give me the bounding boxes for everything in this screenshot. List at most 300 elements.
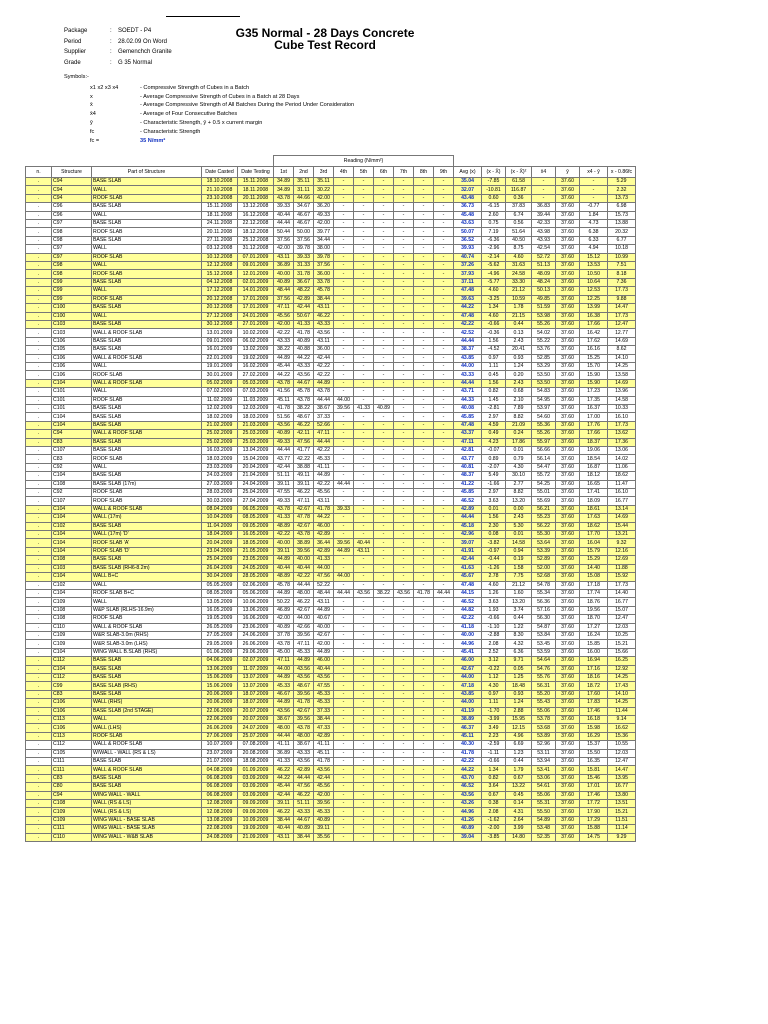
- table-cell: ROOF SLAB: [92, 270, 202, 278]
- table-cell: 41.78: [414, 589, 434, 597]
- table-cell: 12.47: [608, 758, 636, 766]
- table-cell: .: [26, 404, 52, 412]
- table-cell: 46.52: [454, 497, 482, 505]
- table-cell: -: [354, 783, 374, 791]
- table-cell: -5.62: [482, 262, 506, 270]
- table-cell: 55.97: [532, 438, 556, 446]
- table-cell: C104: [52, 665, 92, 673]
- table-cell: 40.89: [314, 816, 334, 824]
- table-cell: -: [434, 774, 454, 782]
- table-cell: .: [26, 497, 52, 505]
- table-cell: 06.08.2009: [202, 774, 238, 782]
- table-cell: C104: [52, 531, 92, 539]
- table-cell: WALL (RS & LS): [92, 800, 202, 808]
- table-cell: 46.52: [454, 783, 482, 791]
- table-cell: 42.44: [274, 463, 294, 471]
- table-cell: 12.02.2009: [202, 404, 238, 412]
- table-cell: C106: [52, 707, 92, 715]
- table-cell: -: [434, 514, 454, 522]
- table-cell: -: [414, 304, 434, 312]
- table-cell: 15.06.2009: [202, 673, 238, 681]
- table-cell: C102: [52, 581, 92, 589]
- table-cell: .: [26, 774, 52, 782]
- table-cell: -: [394, 816, 414, 824]
- table-cell: 37.60: [556, 766, 580, 774]
- table-cell: 44.44: [294, 581, 314, 589]
- table-cell: 37.60: [556, 320, 580, 328]
- table-cell: -: [354, 631, 374, 639]
- table-cell: 55.50: [532, 808, 556, 816]
- table-cell: -: [434, 539, 454, 547]
- table-cell: 0.01: [506, 531, 532, 539]
- table-cell: -: [434, 531, 454, 539]
- table-cell: 14.02: [608, 455, 636, 463]
- table-cell: -: [334, 236, 354, 244]
- table-cell: 43.85: [454, 690, 482, 698]
- table-cell: 07.08.2009: [238, 741, 274, 749]
- table-cell: -: [434, 581, 454, 589]
- table-cell: 20.07.2009: [238, 707, 274, 715]
- table-cell: 20.12.2008: [202, 295, 238, 303]
- table-row: [26, 371, 636, 379]
- table-cell: -: [394, 522, 414, 530]
- table-cell: -: [374, 573, 394, 581]
- table-cell: 57.16: [532, 606, 556, 614]
- table-cell: 42.67: [294, 522, 314, 530]
- table-cell: ROOF SLAB: [92, 732, 202, 740]
- table-cell: 37.60: [556, 505, 580, 513]
- table-cell: 13.58: [608, 371, 636, 379]
- table-cell: 16.10: [608, 489, 636, 497]
- table-row: [26, 438, 636, 446]
- table-cell: 48.67: [294, 682, 314, 690]
- table-cell: 37.60: [556, 379, 580, 387]
- table-cell: -: [434, 388, 454, 396]
- table-cell: 24.04.2009: [238, 480, 274, 488]
- symbol-item: [64, 128, 354, 137]
- table-cell: -: [434, 640, 454, 648]
- table-cell: 44.44: [274, 447, 294, 455]
- table-cell: BASE SLAB: [92, 556, 202, 564]
- table-cell: 39.33: [294, 253, 314, 261]
- table-cell: 18.72: [580, 682, 608, 690]
- column-header: n.: [26, 167, 52, 178]
- table-cell: -: [394, 732, 414, 740]
- table-cell: 0.67: [482, 791, 506, 799]
- table-cell: .: [26, 295, 52, 303]
- table-cell: 46.67: [294, 220, 314, 228]
- table-cell: BASE SLAB: [92, 783, 202, 791]
- table-cell: 16.06.2009: [238, 615, 274, 623]
- table-cell: ROOF SLAB: [92, 497, 202, 505]
- table-cell: -4.96: [482, 270, 506, 278]
- table-cell: -: [394, 194, 414, 202]
- table-cell: 12.12.2008: [202, 262, 238, 270]
- table-cell: 34.67: [294, 203, 314, 211]
- table-cell: 4.59: [482, 421, 506, 429]
- table-cell: -: [354, 825, 374, 833]
- table-cell: .: [26, 455, 52, 463]
- table-cell: .: [26, 354, 52, 362]
- table-row: [26, 278, 636, 286]
- table-cell: 39.07: [454, 539, 482, 547]
- table-cell: 2.52: [482, 648, 506, 656]
- table-cell: -: [414, 505, 434, 513]
- table-cell: -: [374, 808, 394, 816]
- table-cell: 45.67: [454, 573, 482, 581]
- table-cell: -: [434, 741, 454, 749]
- table-cell: -: [414, 758, 434, 766]
- table-cell: 44.44: [314, 438, 334, 446]
- table-cell: 19.01.2009: [202, 362, 238, 370]
- table-cell: .: [26, 539, 52, 547]
- table-cell: -: [334, 556, 354, 564]
- table-cell: 15.98: [580, 724, 608, 732]
- table-cell: 56.21: [532, 505, 556, 513]
- table-cell: 24.08.2009: [202, 833, 238, 841]
- table-cell: 21.15: [506, 312, 532, 320]
- table-cell: -: [374, 665, 394, 673]
- table-cell: -: [414, 673, 434, 681]
- table-cell: 36.73: [454, 203, 482, 211]
- table-cell: 42.22: [294, 573, 314, 581]
- table-row: [26, 791, 636, 799]
- table-cell: -: [394, 707, 414, 715]
- table-cell: 46.00: [454, 657, 482, 665]
- table-cell: -: [374, 236, 394, 244]
- table-cell: BASE SLAB (2nd STAGE): [92, 707, 202, 715]
- table-cell: 21.04.2009: [238, 472, 274, 480]
- table-cell: 14.25: [608, 673, 636, 681]
- table-cell: 21.12: [506, 581, 532, 589]
- table-cell: -: [434, 682, 454, 690]
- table-cell: C99: [52, 295, 92, 303]
- table-cell: 18.61: [580, 505, 608, 513]
- table-cell: 37.60: [556, 312, 580, 320]
- table-cell: -: [374, 699, 394, 707]
- table-row: [26, 362, 636, 370]
- table-cell: -: [374, 598, 394, 606]
- table-cell: 06.05.2009: [238, 505, 274, 513]
- table-cell: 2.97: [482, 489, 506, 497]
- table-cell: -: [434, 228, 454, 236]
- table-cell: -: [354, 396, 374, 404]
- table-cell: .: [26, 186, 52, 194]
- table-cell: 43.56: [314, 329, 334, 337]
- table-row: [26, 430, 636, 438]
- table-cell: 23.10.2008: [202, 194, 238, 202]
- table-cell: -: [374, 606, 394, 614]
- table-cell: 37.60: [556, 463, 580, 471]
- table-cell: 38.67: [314, 404, 334, 412]
- table-cell: 55.31: [532, 800, 556, 808]
- table-cell: 0.20: [506, 371, 532, 379]
- table-cell: 42.00: [274, 320, 294, 328]
- table-cell: -: [394, 262, 414, 270]
- table-cell: -: [434, 236, 454, 244]
- table-cell: .: [26, 489, 52, 497]
- table-cell: -: [414, 329, 434, 337]
- table-cell: -: [394, 724, 414, 732]
- table-cell: -: [434, 295, 454, 303]
- table-cell: 44.67: [294, 816, 314, 824]
- table-cell: WALL (17m) 'D': [92, 531, 202, 539]
- table-cell: 48.37: [454, 472, 482, 480]
- table-cell: -: [434, 825, 454, 833]
- table-cell: 14.25: [608, 362, 636, 370]
- table-cell: 8.18: [608, 270, 636, 278]
- table-cell: 0.97: [482, 354, 506, 362]
- table-cell: 38.67: [274, 716, 294, 724]
- table-cell: -: [354, 220, 374, 228]
- table-cell: -: [414, 253, 434, 261]
- table-row: [26, 270, 636, 278]
- table-cell: -: [334, 228, 354, 236]
- table-cell: 38.22: [294, 404, 314, 412]
- table-cell: 53.97: [532, 404, 556, 412]
- table-row: [26, 673, 636, 681]
- table-cell: -: [374, 463, 394, 471]
- table-cell: -: [434, 800, 454, 808]
- table-cell: -: [434, 354, 454, 362]
- table-cell: -: [434, 489, 454, 497]
- table-row: [26, 304, 636, 312]
- table-cell: -: [374, 791, 394, 799]
- table-cell: -2.07: [482, 463, 506, 471]
- table-cell: 25.12.2008: [238, 236, 274, 244]
- table-cell: -: [334, 388, 354, 396]
- table-cell: 37.33: [314, 413, 334, 421]
- table-cell: 24.11.2008: [202, 220, 238, 228]
- table-cell: 37.60: [556, 228, 580, 236]
- table-cell: 08.05.2009: [202, 589, 238, 597]
- table-cell: 55.22: [532, 337, 556, 345]
- table-cell: -0.66: [482, 320, 506, 328]
- table-cell: BASE SLAB: [92, 404, 202, 412]
- table-cell: -: [414, 262, 434, 270]
- table-cell: -: [434, 304, 454, 312]
- table-cell: 03.09.2009: [238, 783, 274, 791]
- table-cell: -: [414, 320, 434, 328]
- table-cell: C107: [52, 497, 92, 505]
- table-cell: 43.56: [294, 371, 314, 379]
- table-cell: 24.58: [506, 270, 532, 278]
- table-cell: 47.48: [454, 421, 482, 429]
- table-cell: -: [434, 455, 454, 463]
- table-cell: 37.60: [556, 774, 580, 782]
- table-cell: -: [374, 245, 394, 253]
- table-cell: -: [354, 573, 374, 581]
- table-cell: -: [414, 186, 434, 194]
- table-row: [26, 455, 636, 463]
- table-cell: 4.60: [482, 287, 506, 295]
- table-cell: -: [354, 312, 374, 320]
- table-cell: ROOF SLAB: [92, 615, 202, 623]
- table-cell: 1.58: [506, 564, 532, 572]
- symbol-name: fc =: [90, 137, 100, 144]
- table-cell: 37.60: [556, 833, 580, 841]
- table-cell: 10.33: [608, 404, 636, 412]
- table-cell: 44.44: [334, 480, 354, 488]
- table-cell: 2.43: [506, 514, 532, 522]
- table-cell: 37.60: [556, 337, 580, 345]
- table-cell: 45.00: [274, 648, 294, 656]
- table-cell: 15.66: [608, 648, 636, 656]
- table-cell: -: [334, 749, 354, 757]
- table-cell: C109: [52, 808, 92, 816]
- table-cell: -: [374, 707, 394, 715]
- table-cell: -: [434, 783, 454, 791]
- table-cell: 44.44: [274, 220, 294, 228]
- table-cell: -: [374, 732, 394, 740]
- table-cell: 43.11: [314, 497, 334, 505]
- table-row: [26, 648, 636, 656]
- symbol-description: - Average Compressive Strength of Cubes in a Batch at 28 Days: [140, 93, 300, 100]
- table-cell: 15.70: [580, 362, 608, 370]
- table-cell: -: [414, 312, 434, 320]
- table-cell: -: [354, 379, 374, 387]
- table-cell: -4.52: [482, 346, 506, 354]
- table-cell: 15.81: [580, 766, 608, 774]
- table-cell: -: [334, 833, 354, 841]
- table-cell: WING WALL B.SLAB (RHS): [92, 648, 202, 656]
- table-cell: 37.60: [556, 262, 580, 270]
- table-cell: C94: [52, 186, 92, 194]
- table-cell: -7.85: [482, 178, 506, 186]
- table-cell: 18.07.2009: [238, 690, 274, 698]
- table-cell: 12.03: [608, 623, 636, 631]
- table-cell: 36.89: [274, 262, 294, 270]
- table-cell: 42.67: [294, 707, 314, 715]
- table-cell: -: [414, 640, 434, 648]
- table-cell: 34.89: [274, 178, 294, 186]
- table-cell: 4.30: [506, 463, 532, 471]
- table-cell: 44.89: [274, 556, 294, 564]
- table-row: [26, 531, 636, 539]
- table-cell: 14.10: [608, 354, 636, 362]
- table-cell: -: [414, 825, 434, 833]
- table-cell: C111: [52, 766, 92, 774]
- table-cell: C94: [52, 791, 92, 799]
- table-cell: 37.60: [556, 371, 580, 379]
- table-cell: C109: [52, 816, 92, 824]
- table-cell: 52.96: [532, 741, 556, 749]
- table-cell: 37.60: [556, 304, 580, 312]
- table-cell: -: [374, 337, 394, 345]
- table-cell: 40.00: [294, 556, 314, 564]
- table-cell: 42.22: [314, 362, 334, 370]
- table-cell: 12.15: [506, 724, 532, 732]
- table-cell: 6.77: [608, 236, 636, 244]
- table-cell: 43.56: [274, 707, 294, 715]
- table-cell: 03.09.2009: [238, 774, 274, 782]
- table-cell: WALL: [92, 211, 202, 219]
- table-cell: 16.65: [580, 480, 608, 488]
- table-cell: 55.06: [532, 791, 556, 799]
- table-cell: 17.01.2009: [238, 295, 274, 303]
- table-cell: -: [334, 732, 354, 740]
- table-cell: 41.78: [274, 404, 294, 412]
- table-cell: -: [414, 472, 434, 480]
- table-cell: 40.44: [274, 564, 294, 572]
- table-cell: 43.33: [274, 337, 294, 345]
- table-cell: -: [374, 774, 394, 782]
- table-cell: 44.89: [274, 673, 294, 681]
- table-cell: 55.34: [532, 589, 556, 597]
- table-cell: 40.00: [274, 539, 294, 547]
- table-cell: -: [354, 211, 374, 219]
- table-cell: 14.58: [506, 539, 532, 547]
- table-cell: 43.77: [454, 455, 482, 463]
- table-cell: 13.51: [608, 800, 636, 808]
- table-cell: -: [434, 178, 454, 186]
- table-cell: 03.12.2008: [202, 245, 238, 253]
- table-group-header-row: [26, 156, 636, 167]
- table-cell: -: [354, 362, 374, 370]
- table-cell: 42.22: [314, 480, 334, 488]
- page-title: G35 Normal - 28 Days Concrete Cube Test Record: [235, 26, 415, 52]
- table-cell: -: [374, 320, 394, 328]
- symbol-description: - Compressive Strength of Cubes in a Batch: [140, 84, 250, 91]
- table-cell: 39.56: [334, 404, 354, 412]
- table-cell: 0.60: [482, 194, 506, 202]
- table-cell: 17.70: [580, 531, 608, 539]
- table-cell: 16.05.2009: [238, 531, 274, 539]
- table-cell: WALL (RHS): [92, 699, 202, 707]
- table-cell: .: [26, 825, 52, 833]
- table-cell: 7.75: [506, 573, 532, 581]
- table-cell: 50.00: [294, 228, 314, 236]
- table-cell: 43.48: [454, 194, 482, 202]
- table-cell: 39.93: [454, 245, 482, 253]
- table-cell: 39.56: [294, 631, 314, 639]
- table-cell: 17.43: [608, 682, 636, 690]
- table-cell: 16.77: [608, 783, 636, 791]
- table-cell: 17.00: [580, 413, 608, 421]
- table-cell: 0.79: [506, 455, 532, 463]
- table-cell: C94: [52, 178, 92, 186]
- table-cell: -: [414, 346, 434, 354]
- table-cell: -: [414, 732, 434, 740]
- table-cell: 13.20: [506, 598, 532, 606]
- table-cell: -: [334, 690, 354, 698]
- table-cell: 12.77: [608, 329, 636, 337]
- table-cell: -: [434, 657, 454, 665]
- table-cell: -: [394, 631, 414, 639]
- table-cell: -: [374, 833, 394, 841]
- table-cell: 54.78: [532, 581, 556, 589]
- table-cell: -: [354, 371, 374, 379]
- table-cell: -: [394, 278, 414, 286]
- table-row: [26, 640, 636, 648]
- table-cell: -: [394, 480, 414, 488]
- table-cell: 17.76: [580, 421, 608, 429]
- table-cell: 18.62: [608, 472, 636, 480]
- table-cell: 44.89: [274, 699, 294, 707]
- table-cell: 16.03.2009: [202, 447, 238, 455]
- table-cell: 4.31: [506, 808, 532, 816]
- table-cell: -: [414, 581, 434, 589]
- table-cell: BASE SLAB: [92, 421, 202, 429]
- table-cell: 4.60: [482, 312, 506, 320]
- table-row: [26, 379, 636, 387]
- table-cell: 15.79: [580, 547, 608, 555]
- table-row: [26, 320, 636, 328]
- table-cell: -: [354, 808, 374, 816]
- table-cell: 29.06.2009: [238, 648, 274, 656]
- table-cell: -0.66: [482, 758, 506, 766]
- table-cell: 28.03.2009: [202, 489, 238, 497]
